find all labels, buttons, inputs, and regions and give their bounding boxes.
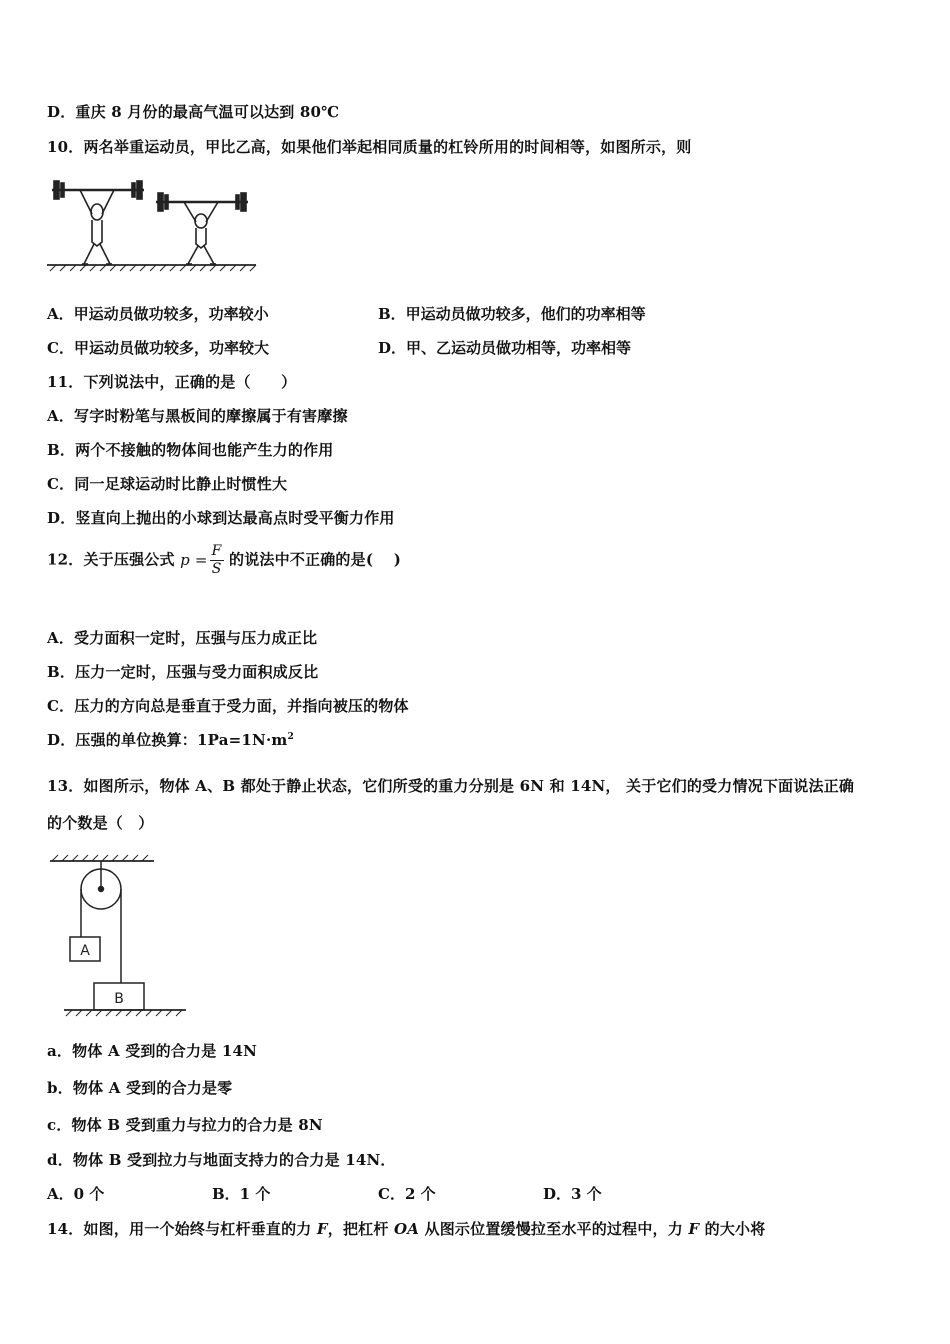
q11-option-d: D．竖直向上抛出的小球到达最高点时受平衡力作用	[47, 509, 395, 527]
q12-stem-post: 的说法中不正确的是( )	[229, 550, 402, 569]
q14-stem-mid2: 从图示位置缓慢拉至水平的过程中，力	[419, 1220, 689, 1238]
unit-exponent: 2	[287, 732, 294, 742]
q13-option-a: A．0 个	[47, 1185, 105, 1203]
q10-option-b: B．甲运动员做功较多，他们的功率相等	[378, 305, 646, 323]
var-oa: OA	[394, 1220, 420, 1238]
q12-option-b: B．压力一定时，压强与受力面积成反比	[47, 663, 319, 681]
q13-stem-line2: 的个数是（ ）	[47, 814, 154, 832]
q12-option-d-text: D．压强的单位换算：1Pa=1N·m	[47, 731, 288, 749]
pulley-figure	[44, 853, 190, 1017]
q13-statement-b: b．物体 A 受到的合力是零	[47, 1079, 233, 1097]
q13-statement-c: c．物体 B 受到重力与拉力的合力是 8N	[47, 1116, 323, 1134]
q13-option-d: D．3 个	[543, 1185, 602, 1203]
pressure-formula	[210, 543, 224, 578]
q11-option-b: B．两个不接触的物体间也能产生力的作用	[47, 441, 334, 459]
block-a-label: A	[80, 943, 90, 959]
q12-option-d	[47, 729, 294, 750]
q14-stem-post: 的大小将	[699, 1220, 766, 1238]
q13-option-b: B．1 个	[212, 1185, 271, 1203]
q10-option-d: D．甲、乙运动员做功相等，功率相等	[378, 339, 632, 357]
q12-option-a: A．受力面积一定时，压强与压力成正比	[47, 629, 318, 647]
q11-option-c: C．同一足球运动时比静止时惯性大	[47, 475, 288, 493]
formula-denominator: S	[211, 561, 222, 577]
formula-p: p =	[180, 550, 208, 569]
q14-stem-mid1: ，把杠杆	[327, 1220, 394, 1238]
q10-option-c: C．甲运动员做功较多，功率较大	[47, 339, 269, 357]
q12-stem	[47, 543, 401, 578]
block-b-label: B	[114, 991, 124, 1007]
q11-stem: 11．下列说法中，正确的是（ ）	[47, 373, 297, 391]
q13-statement-d: d．物体 B 受到拉力与地面支持力的合力是 14N．	[47, 1151, 396, 1169]
q11-option-a: A．写字时粉笔与黑板间的摩擦属于有害摩擦	[47, 407, 348, 425]
q14-stem-pre: 14．如图，用一个始终与杠杆垂直的力	[47, 1220, 317, 1238]
q12-stem-pre: 12．关于压强公式	[47, 550, 175, 569]
formula-numerator: F	[211, 543, 222, 559]
q13-stem-line1: 13．如图所示，物体 A、B 都处于静止状态，它们所受的重力分别是 6N 和 14N， 关于它们的受力情况下面说法正确	[47, 777, 855, 795]
q10-stem: 10．两名举重运动员，甲比乙高，如果他们举起相同质量的杠铃所用的时间相等，如图所示，则	[47, 138, 692, 156]
q9-option-d: D．重庆 8 月份的最高气温可以达到 80℃	[47, 103, 340, 121]
var-f-second: F	[688, 1220, 700, 1238]
q13-statement-a: a．物体 A 受到的合力是 14N	[47, 1042, 258, 1060]
q10-option-a: A．甲运动员做功较多，功率较小	[47, 305, 269, 323]
var-f: F	[316, 1220, 328, 1238]
q13-option-c: C．2 个	[378, 1185, 436, 1203]
weightlifters-figure	[44, 174, 260, 272]
q12-option-c: C．压力的方向总是垂直于受力面，并指向被压的物体	[47, 697, 409, 715]
q14-stem	[47, 1218, 765, 1239]
